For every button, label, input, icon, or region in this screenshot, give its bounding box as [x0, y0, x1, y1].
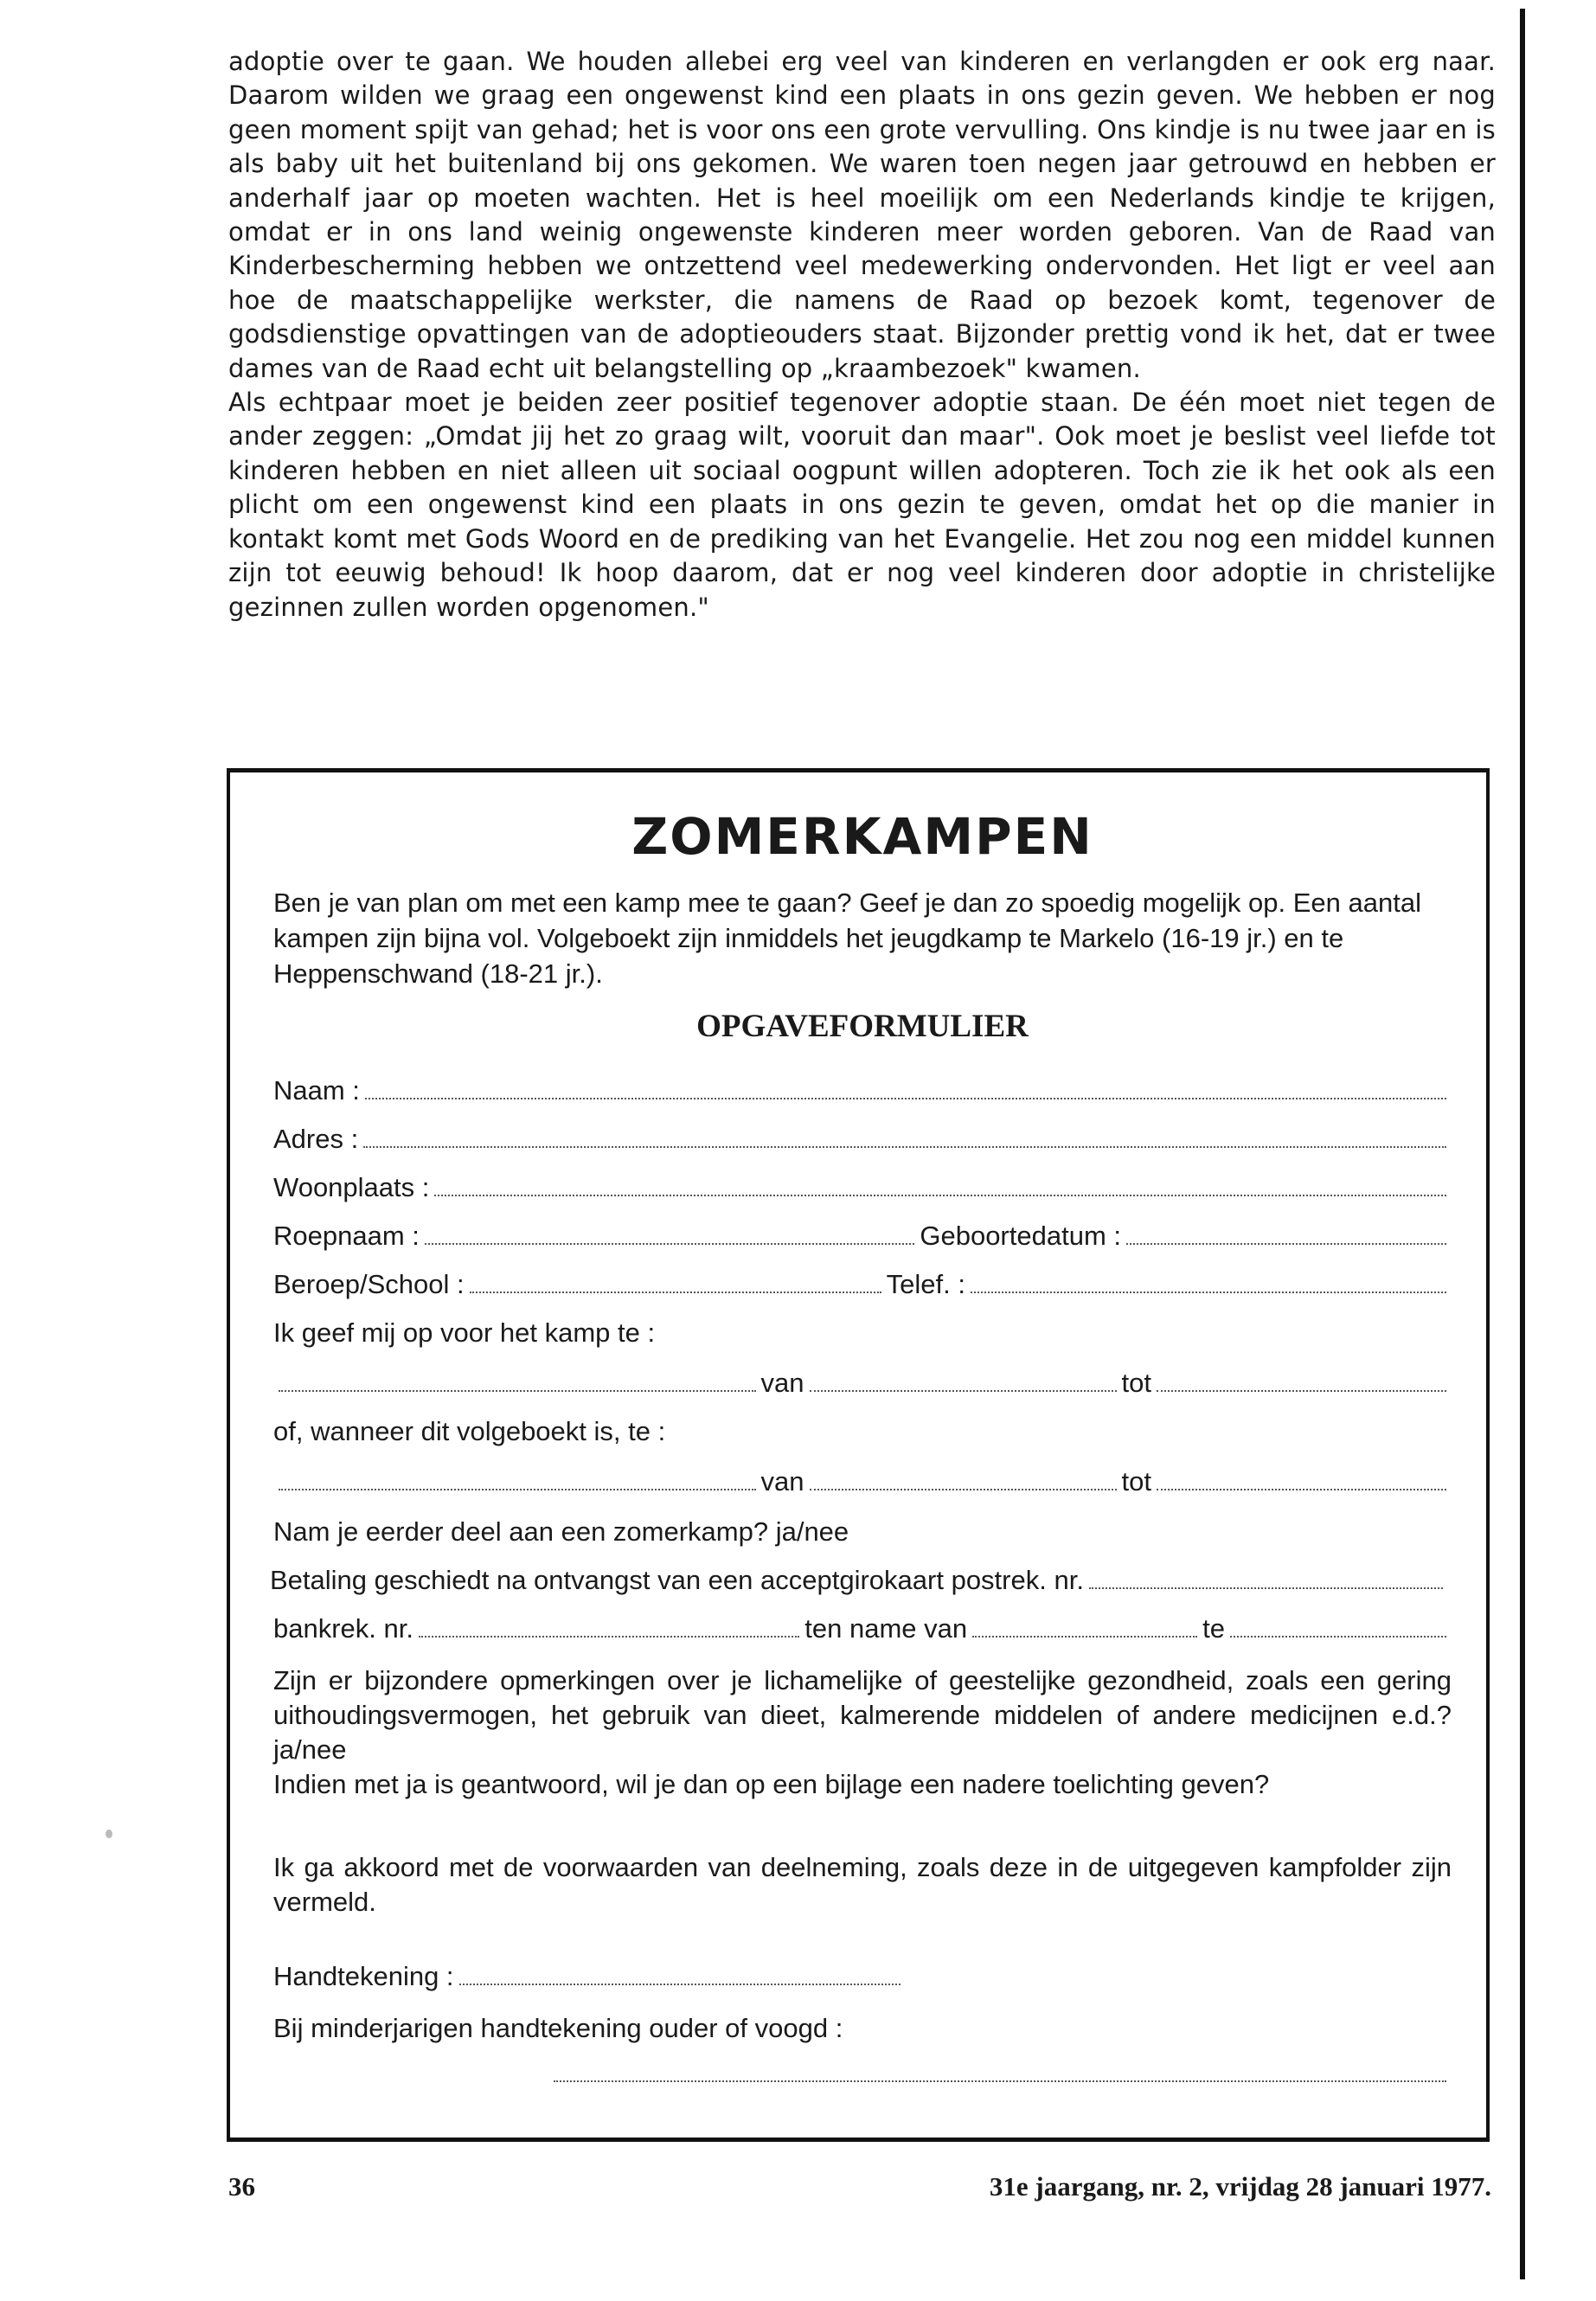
van-label: van — [760, 1368, 804, 1398]
beroep-label: Beroep/School : — [273, 1269, 465, 1299]
bankrek-row — [273, 1612, 1452, 1646]
page-number: 36 — [228, 2171, 255, 2202]
adres-row — [273, 1122, 1452, 1157]
alt-kamp-field[interactable] — [279, 1470, 756, 1490]
geboortedatum-field[interactable] — [1126, 1224, 1446, 1245]
article-text — [228, 45, 1496, 625]
kamp-field[interactable] — [279, 1371, 756, 1392]
toelichting-text: Indien met ja is geantwoord, wil je dan op een bijlage een nadere toelichting geven? — [273, 1769, 1270, 1799]
handtekening-field[interactable] — [459, 1965, 901, 1985]
scan-speck — [106, 1830, 112, 1838]
woonplaats-field[interactable] — [434, 1176, 1446, 1196]
handtekening-row — [273, 1959, 1452, 1994]
woonplaats-row — [273, 1170, 1452, 1205]
naam-row — [273, 1074, 1452, 1108]
voogd-signature-row — [273, 2061, 1452, 2082]
alt-van-field[interactable] — [810, 1470, 1117, 1490]
te-label: te — [1202, 1613, 1225, 1644]
minderjarig-row — [273, 2011, 1452, 2046]
form-title: OPGAVEFORMULIER — [696, 1009, 1029, 1044]
geboortedatum-label: Geboortedatum : — [920, 1221, 1121, 1251]
adres-label: Adres : — [273, 1124, 359, 1154]
telef-label: Telef. : — [886, 1269, 965, 1299]
article-paragraph: adoptie over te gaan. We houden allebei erg veel van kinderen en verlangden er ook erg naar. Daarom wilden we graag een ongewenst kind een plaats in ons gezin geven. We hebben er nog geen moment spijt van gehad; het is voor ons een grote vervulling. Ons kindje is nu twee jaar en is als baby uit het buitenland bij ons gekomen. We waren toen negen jaar getrouwd en hebben er anderhalf jaar op moeten wachten. Het is heel moeilijk om een Nederlands kindje te krijgen, omdat er in ons land weinig ongewenste kinderen meer worden geboren. Van de Raad van Kinderbescherming hebben we ontzettend veel medewerking ondervonden. Het ligt er veel aan hoe de maatschappelijke werkster, die namens de Raad op bezoek komt, tegenover de godsdienstige opvattingen van de adoptieouders staat. Bijzonder prettig vond ik het, dat er twee dames van de Raad echt uit belangstelling op „kraambezoek" kwamen. — [228, 47, 1496, 383]
voogd-signature-field[interactable] — [554, 2061, 1446, 2082]
roepnaam-field[interactable] — [425, 1224, 914, 1245]
naam-field[interactable] — [365, 1079, 1446, 1099]
bankrek-field[interactable] — [419, 1617, 799, 1638]
kamp-label-row — [273, 1316, 1452, 1350]
kamp-choice-row — [273, 1366, 1452, 1400]
ten-name-label: ten name van — [804, 1613, 968, 1644]
naam-label: Naam : — [273, 1075, 360, 1106]
zomerkampen-box — [227, 768, 1490, 2142]
bankrek-label: bankrek. nr. — [273, 1613, 413, 1644]
beroep-row — [273, 1267, 1452, 1302]
alt-choice-row — [273, 1465, 1452, 1499]
adres-field[interactable] — [363, 1127, 1446, 1148]
kamp-label: Ik geef mij op voor het kamp te : — [273, 1317, 656, 1348]
roepnaam-row — [273, 1219, 1452, 1253]
woonplaats-label: Woonplaats : — [273, 1172, 430, 1202]
te-field[interactable] — [1230, 1617, 1446, 1638]
tot-label: tot — [1121, 1368, 1151, 1398]
akkoord-text: Ik ga akkoord met de voorwaarden van deelneming, zoals deze in de uitgegeven kampfolder zijn vermeld. — [273, 1852, 1452, 1917]
roepnaam-label: Roepnaam : — [273, 1221, 420, 1251]
van-label: van — [760, 1466, 804, 1497]
minderjarig-label: Bij minderjarigen handtekening ouder of voogd : — [273, 2013, 843, 2043]
beroep-field[interactable] — [470, 1272, 881, 1293]
box-title: ZOMERKAMPEN — [631, 807, 1093, 866]
issue-line: 31e jaargang, nr. 2, vrijdag 28 januari 1977. — [989, 2171, 1491, 2202]
ten-name-field[interactable] — [972, 1617, 1197, 1638]
eerder-question: Nam je eerder deel aan een zomerkamp? ja/nee — [273, 1516, 849, 1547]
telef-field[interactable] — [971, 1272, 1446, 1293]
alt-tot-field[interactable] — [1157, 1470, 1446, 1490]
eerder-row — [273, 1515, 1452, 1549]
gezondheid-question: Zijn er bijzondere opmerkingen over je lichamelijke of geestelijke gezondheid, zoals een gering uithoudingsvermogen, het gebruik van dieet, kalmerende middelen of andere medicijnen e.d.? ja/nee — [273, 1665, 1452, 1765]
betaling-label: Betaling geschiedt na ontvangst van een acceptgirokaart postrek. nr. — [270, 1565, 1084, 1595]
alt-label: of, wanneer dit volgeboekt is, te : — [273, 1416, 666, 1446]
right-margin-rule — [1520, 9, 1525, 2279]
betaling-row — [270, 1563, 1448, 1598]
alt-label-row — [273, 1414, 1452, 1449]
article-paragraph: Als echtpaar moet je beiden zeer positief tegenover adoptie staan. De één moet niet tegen de ander zeggen: „Omdat jij het zo graag wilt, vooruit dan maar". Ook moet je beslist veel liefde tot kinderen hebben en niet alleen uit sociaal oogpunt willen adopteren. Toch zie ik het ook als een plicht om een ongewenst kind een plaats in ons gezin te geven, omdat het op die manier in kontakt komt met Gods Woord en de prediking van het Evangelie. Het zou nog een middel kunnen zijn tot eeuwig behoud! Ik hoop daarom, dat er nog veel kinderen door adoptie in christelijke gezinnen zullen worden opgenomen." — [228, 388, 1496, 622]
handtekening-label: Handtekening : — [273, 1961, 454, 1991]
box-intro: Ben je van plan om met een kamp mee te gaan? Geef je dan zo spoedig mogelijk op. Een aantal kampen zijn bijna vol. Volgeboekt zijn inmiddels het jeugdkamp te Markelo (16-19 jr.) en te Heppenschwand (18-21 jr.). — [273, 888, 1421, 989]
postrek-field[interactable] — [1089, 1568, 1443, 1589]
tot-label: tot — [1121, 1466, 1151, 1497]
kamp-tot-field[interactable] — [1157, 1371, 1446, 1392]
kamp-van-field[interactable] — [810, 1371, 1117, 1392]
